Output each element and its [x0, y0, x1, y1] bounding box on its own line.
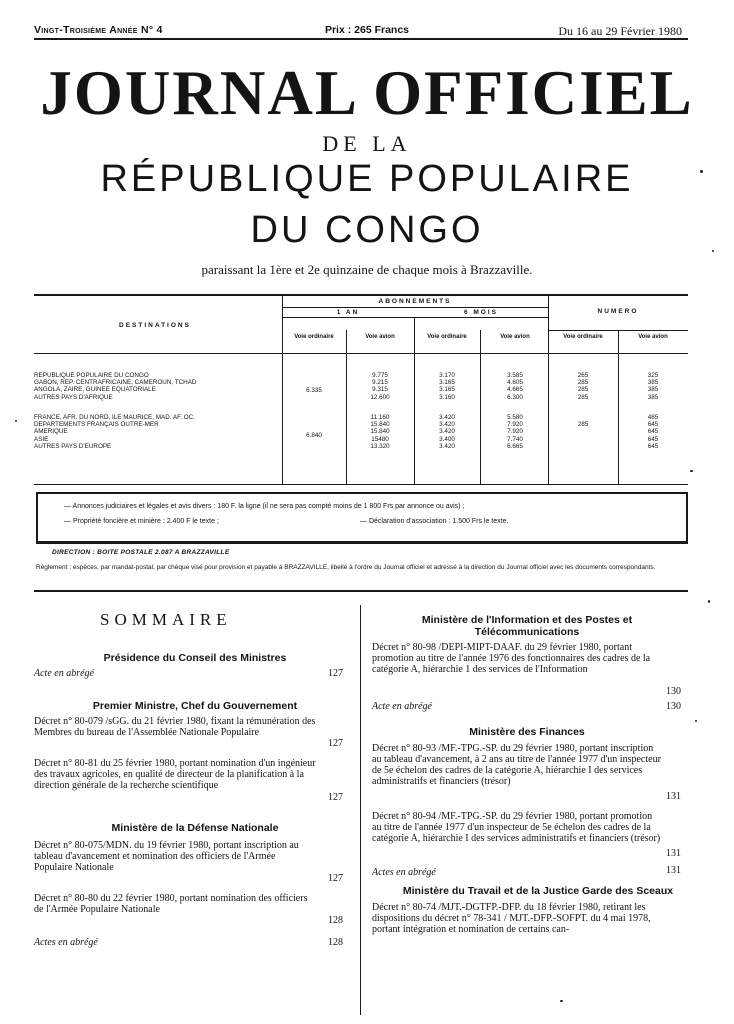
table-cell: 15.840	[370, 428, 390, 436]
scan-speck	[700, 170, 703, 173]
table-column	[484, 414, 546, 450]
table-cell: 385	[647, 393, 659, 401]
table-cell: 7.740	[507, 435, 523, 443]
scan-speck	[560, 1000, 563, 1002]
destination-row: ASIE	[34, 435, 49, 443]
table-cell: 6.335	[306, 387, 322, 394]
table-hline	[34, 353, 688, 354]
sommaire-entry: Décret n° 80-80 du 22 février 1980, portant nomination des officiers de l'Armée Populaire Nationale	[34, 893, 308, 915]
col-6mois-avion: Voie avion	[500, 334, 530, 340]
table-hline	[282, 307, 548, 308]
page-number: 131	[666, 865, 681, 876]
table-cell: 285	[577, 386, 589, 394]
page-number: 131	[666, 791, 681, 802]
table-cell: 645	[647, 428, 659, 436]
section-heading: Ministère du Travail et de la Justice Garde des Sceaux	[402, 885, 674, 897]
destination-row: AMERIQUE	[34, 428, 68, 436]
sommaire-title: SOMMAIRE	[100, 610, 232, 629]
table-cell: 485	[647, 414, 659, 421]
notice-line: — Déclaration d'association : 1.500 Frs le texte.	[360, 518, 509, 525]
table-column	[416, 372, 478, 401]
payment-rules: Règlement : espèces, par mandat-postal, par chèque visé pour provision et payable à BRAZZAVILLE, libellé à l'ordre du Journal officiel et adressé à la direction du Journal officiel avec les documents correspondants.	[36, 564, 656, 571]
destinations-group-1	[34, 372, 282, 401]
table-divider	[548, 296, 549, 484]
page-number: 128	[328, 937, 343, 948]
page-number: 128	[328, 915, 343, 926]
table-cell: 3.400	[439, 435, 455, 443]
col-numero-avion: Voie avion	[638, 334, 668, 340]
sommaire-entry	[34, 937, 316, 948]
table-cell: 7.920	[507, 421, 523, 429]
destination-row: GABON, REP. CENTRAFRICAINE, CAMEROUN, TCHAD	[34, 379, 197, 387]
destination-row: REPUBLIQUE POPULAIRE DU CONGO	[34, 372, 149, 379]
destination-row: DEPARTEMENTS FRANÇAIS OUTRE-MER	[34, 421, 159, 429]
table-column	[350, 372, 410, 401]
table-cell: 645	[647, 421, 659, 429]
entry-text: Actes en abrégé	[372, 867, 436, 878]
one-year-label: 1 AN	[336, 309, 360, 316]
table-cell: 3.420	[439, 428, 455, 436]
destination-row: FRANCE, AFR. DU NORD, ILE MAURICE, MAD. AF. OC.	[34, 414, 195, 421]
table-cell: 385	[647, 386, 659, 394]
table-column	[484, 372, 546, 401]
table-cell: 11.160	[370, 414, 390, 421]
table-cell: 6.665	[507, 442, 523, 450]
table-cell: 9.215	[372, 379, 388, 387]
sommaire-top-rule	[34, 590, 688, 592]
sommaire-entry: Décret n° 80-98 /DEPI-MIPT-DAAF. du 29 février 1980, portant promotion au titre de l'année 1976 des fonctionnaires des cadres de la catégorie A, hiérarchie 1 des services de l'Information	[372, 642, 651, 675]
table-column	[416, 414, 478, 450]
table-cell: 3.160	[439, 393, 455, 401]
table-cell: 325	[647, 372, 659, 379]
page-number: 130	[666, 686, 681, 697]
table-column	[550, 372, 616, 401]
table-cell: 285	[577, 393, 589, 401]
page-number: 127	[328, 668, 343, 679]
destination-row: AUTRES PAYS D'EUROPE	[34, 442, 112, 450]
six-months-label: 6 MOIS	[463, 309, 499, 316]
header-rule	[34, 38, 688, 40]
sommaire-entry: Décret n° 80-079 /sGG. du 21 février 1980, fixant la rémunération des Membres du bureau de l'Assemblée Nationale Populaire	[34, 716, 316, 738]
page-number: 131	[666, 848, 681, 859]
page-number: 127	[328, 792, 343, 803]
sommaire-entry	[34, 668, 334, 679]
masthead-subtitle: paraissant la 1ère et 2e quinzaine de chaque mois à Brazzaville.	[201, 262, 533, 277]
title-congo: DU CONGO	[250, 209, 484, 251]
table-cell: 6.300	[507, 393, 523, 401]
table-column	[620, 414, 686, 450]
title-de-la: DE LA	[322, 131, 412, 156]
destination-row: AUTRES PAYS D'AFRIQUE	[34, 393, 113, 401]
section-heading: Ministère des Finances	[469, 726, 585, 738]
page-number: 127	[328, 738, 343, 749]
table-divider	[282, 296, 283, 484]
table-cell: 3.170	[439, 372, 455, 379]
table-cell: 3.165	[439, 386, 455, 394]
table-cell: 9.775	[372, 372, 388, 379]
scan-speck	[708, 600, 710, 603]
table-cell: 12.600	[370, 393, 390, 401]
table-cell: 13.320	[370, 442, 390, 450]
notice-line: — Annonces judiciaires et légales et avis divers : 180 F. la ligne (il ne sera pas compté moins de 1 800 Frs par annonce ou avis) ;	[64, 503, 465, 510]
table-cell: 3.420	[439, 442, 455, 450]
table-column	[350, 414, 410, 450]
sommaire-entry: Décret n° 80-93 /MF.-TPG.-SP. du 29 février 1980, portant inscription au tableau d'avancement, à 2 ans au titre de l'année 1977 d'un inspecteur de 5e échelon des cadres de la catégorie A, hiérarchie I des services administratifs et financiers (trésor)	[372, 743, 661, 787]
section-heading: Présidence du Conseil des Ministres	[103, 652, 287, 664]
entry-text: Actes en abrégé	[34, 937, 98, 948]
table-hline	[282, 317, 548, 318]
table-cell: 3.585	[507, 372, 523, 379]
sommaire-entry: Décret n° 80-74 /MJT.-DGTFP.-DFP. du 18 février 1980, retirant les dispositions du décret n° 78-341 / MJT.-DFP.-SOFPT. du 4 mai 1978, portant intégration et nomination de certains can-	[372, 902, 651, 935]
entry-text: Acte en abrégé	[372, 701, 432, 712]
numero-label: NUMERO	[597, 308, 639, 315]
table-cell: 285	[577, 379, 589, 387]
section-heading: Premier Ministre, Chef du Gouvernement	[92, 700, 298, 712]
sommaire-entry: Décret n° 80-81 du 25 février 1980, portant nomination d'un ingénieur des travaux agricoles, en qualité de directeur de la planification à la direction générale de la recherche scientifique	[34, 758, 316, 791]
col-1an-ordinaire: Voie ordinaire	[294, 334, 334, 340]
col-numero-ordinaire: Voie ordinaire	[563, 334, 603, 340]
table-cell: 9.315	[372, 386, 388, 394]
table-cell: 15.840	[370, 421, 390, 429]
table-cell: 265	[577, 372, 589, 379]
table-cell: 3.420	[439, 421, 455, 429]
entry-text: Acte en abrégé	[34, 668, 94, 679]
scan-speck	[712, 250, 714, 252]
table-cell: 7.920	[507, 428, 523, 436]
sommaire-entry: Décret n° 80-075/MDN. du 19 février 1980, portant inscription au tableau d'avancement et nomination des officiers de l'Armée Populaire Nationale	[34, 840, 299, 873]
table-cell: 3.420	[439, 414, 455, 421]
page-number: 127	[328, 873, 343, 884]
notice-rule	[36, 541, 688, 542]
table-hline	[548, 330, 688, 331]
table-cell: 645	[647, 442, 659, 450]
issue-dates: Du 16 au 29 Février 1980	[558, 24, 682, 38]
destinations-label: DESTINATIONS	[119, 322, 191, 329]
journal-title: JOURNAL OFFICIEL	[40, 58, 694, 128]
table-cell: 285	[577, 421, 589, 428]
sommaire-entry	[372, 701, 662, 712]
column-divider	[360, 605, 361, 1015]
col-6mois-ordinaire: Voie ordinaire	[427, 334, 467, 340]
col-1an-avion: Voie avion	[365, 334, 395, 340]
table-cell: 645	[647, 435, 659, 443]
scan-speck	[695, 720, 697, 722]
abonnements-label: ABONNEMENTS	[378, 298, 452, 305]
table-cell: 5.580	[507, 414, 523, 421]
title-republique: RÉPUBLIQUE POPULAIRE	[100, 158, 634, 200]
direction-address: DIRECTION : BOITE POSTALE 2.087 A BRAZZAVILLE	[52, 549, 230, 556]
issue-number: Vingt-Troisième Année N° 4	[34, 24, 163, 36]
table-cell: 3.165	[439, 379, 455, 387]
table-column	[620, 372, 686, 401]
sommaire-entry: Décret n° 80-94 /MF.-TPG.-SP. du 29 février 1980, portant promotion au titre de l'année 1977 d'un inspecteur de 5e échelon des cadres de la catégorie A, hiérarchie I des services administratifs et financiers (trésor)	[372, 811, 661, 844]
destinations-group-2	[34, 414, 282, 450]
table-cell: 6.840	[306, 432, 322, 439]
notice-line: — Propriété foncière et minière : 2.400 F le texte ;	[64, 518, 219, 525]
table-cell: 15480	[371, 435, 389, 443]
table-cell: 4.665	[507, 386, 523, 394]
section-heading: Ministère de la Défense Nationale	[111, 822, 279, 834]
table-cell: 4.605	[507, 379, 523, 387]
page-number: 130	[666, 701, 681, 712]
section-heading: Ministère de l'Information et des Postes et Télécommunications	[421, 614, 633, 638]
destination-row: ANGOLA, ZAIRE, GUINEE EQUATORIALE	[34, 386, 156, 394]
table-divider	[414, 317, 415, 484]
scan-speck	[690, 470, 693, 472]
table-cell: 385	[647, 379, 659, 387]
price: Prix : 265 Francs	[324, 24, 410, 36]
sommaire-entry	[372, 867, 662, 878]
scan-speck	[15, 420, 17, 422]
